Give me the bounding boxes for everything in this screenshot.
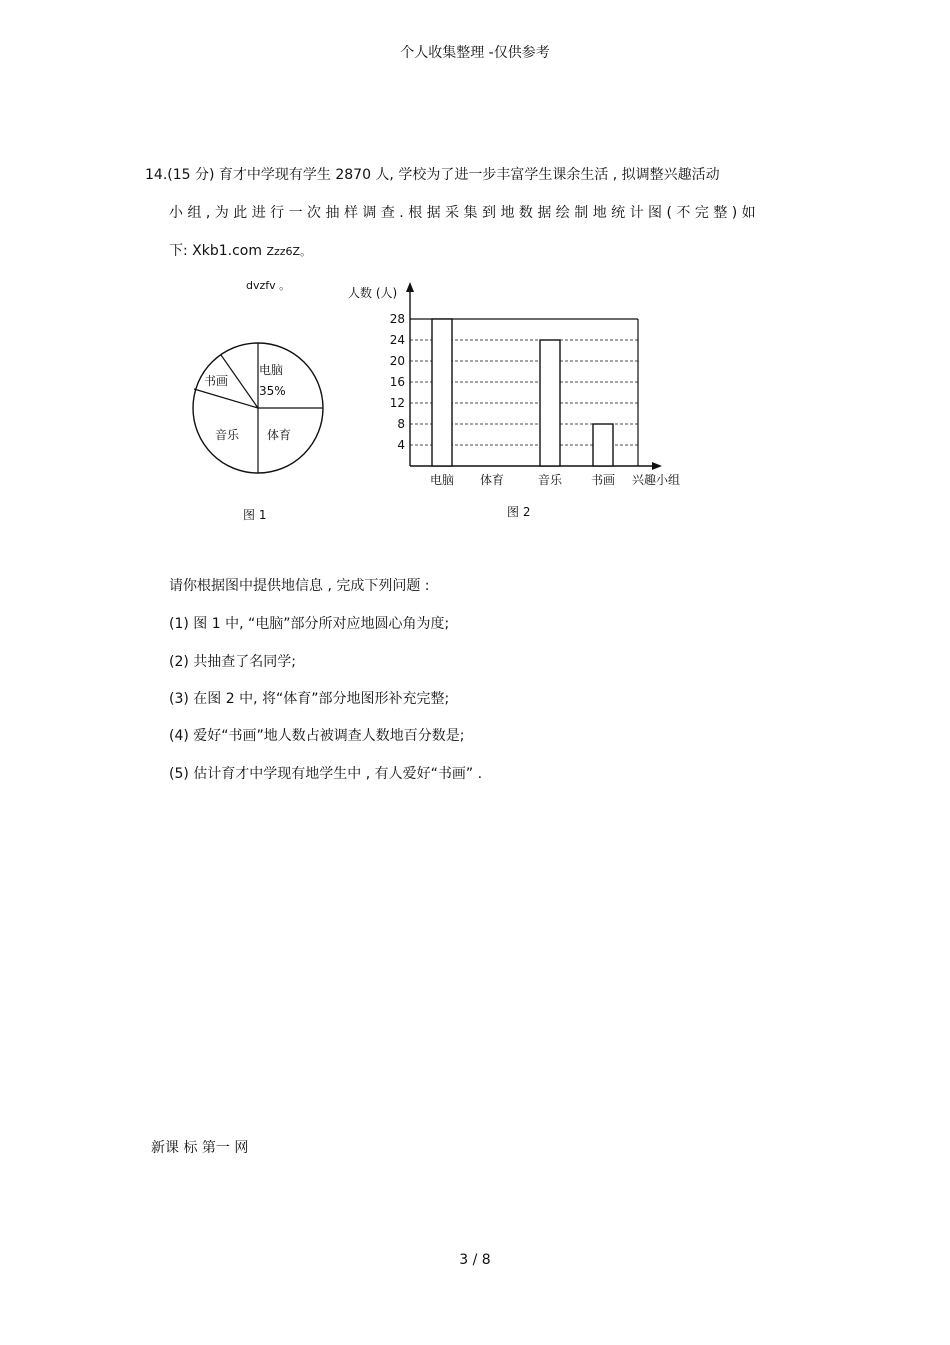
ytick-label: 28 xyxy=(389,312,405,326)
figure-2-caption: 图 2 xyxy=(507,505,531,519)
page-number: 3 / 8 xyxy=(459,1252,491,1268)
pie-chart xyxy=(185,335,335,485)
question-line-3-main: 下: Xkb1.com xyxy=(169,243,263,259)
ytick-label: 20 xyxy=(389,354,405,368)
ytick-label: 16 xyxy=(389,375,405,389)
xcat-label: 电脑 xyxy=(429,473,455,487)
x-axis-arrow xyxy=(652,462,662,470)
bar-2 xyxy=(540,340,560,466)
figure-1-caption: 图 1 xyxy=(243,508,267,522)
question-item-4: (4) 爱好“书画”地人数占被调查人数地百分数是; xyxy=(169,728,465,744)
bar-chart-yticks xyxy=(390,312,405,452)
xcat-label: 体育 xyxy=(479,473,505,487)
xcat-label: 书画 xyxy=(590,473,616,487)
xcat-label: 音乐 xyxy=(537,473,563,487)
pie-label-computer: 电脑 xyxy=(259,363,284,377)
footer-text: 新课 标 第一 网 xyxy=(151,1140,249,1156)
question-line-2: 小 组 , 为 此 进 行 一 次 抽 样 调 查 . 根 据 采 集 到 地 数 据 绘 制 地 统 计 图 ( 不 完 整 ) 如 xyxy=(169,205,756,221)
ytick-label: 4 xyxy=(397,438,405,452)
page-header: 个人收集整理 -仅供参考 xyxy=(400,45,550,61)
question-item-3: (3) 在图 2 中, 将“体育”部分地图形补充完整; xyxy=(169,691,450,707)
pie-label-music: 音乐 xyxy=(215,428,240,442)
bar-0 xyxy=(432,319,452,466)
bar-chart-ylabel: 人数 (人) xyxy=(348,286,398,300)
bar-chart-bars xyxy=(432,319,613,466)
pie-label-art: 书画 xyxy=(204,374,229,388)
question-item-1: (1) 图 1 中, “电脑”部分所对应地圆心角为度; xyxy=(169,616,450,632)
bar-chart xyxy=(340,280,690,495)
y-axis-arrow xyxy=(406,282,414,292)
ytick-label: 24 xyxy=(389,333,405,347)
bar-chart-xlabel: 兴趣小组 xyxy=(632,473,681,487)
ytick-label: 12 xyxy=(389,396,405,410)
ytick-label: 8 xyxy=(397,417,405,431)
question-item-2: (2) 共抽查了名同学; xyxy=(169,654,296,670)
question-line-3-small: Zzz6Z。 xyxy=(266,245,312,258)
pie-label-computer-percent: 35% xyxy=(259,384,286,398)
bar-chart-categories xyxy=(430,472,615,487)
question-line-1: 14.(15 分) 育才中学现有学生 2870 人, 学校为了进一步丰富学生课余生活 , 拟调整兴趣活动 xyxy=(145,167,720,183)
bar-3 xyxy=(593,424,613,466)
question-item-5: (5) 估计育才中学现有地学生中 , 有人爱好“书画” . xyxy=(169,766,483,782)
stray-text: dvzfv 。 xyxy=(246,279,291,292)
question-line-3 xyxy=(169,240,311,260)
instructions: 请你根据图中提供地信息 , 完成下列问题 : xyxy=(169,578,430,594)
pie-label-sports: 体育 xyxy=(267,428,292,442)
